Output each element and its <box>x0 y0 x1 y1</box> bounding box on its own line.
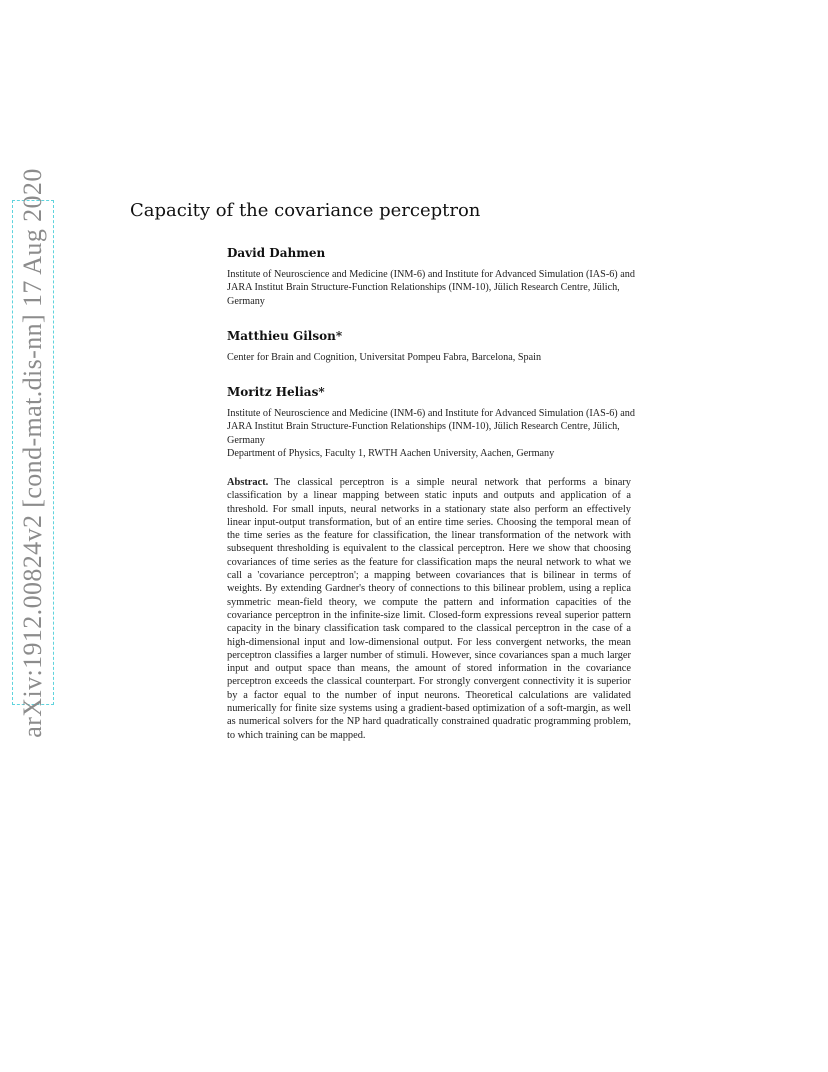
author-affiliation: Institute of Neuroscience and Medicine (INM-6) and Institute for Advanced Simulation (IAS-6) and JARA Institut Brain Structure-Function Relationships (INM-10), Jülich Research Centre, Jülich, Germany <box>227 269 635 307</box>
author-block-2 <box>227 329 647 364</box>
author-block-3 <box>227 385 647 461</box>
abstract-text: The classical perceptron is a simple neural network that performs a binary classification by a linear mapping between static inputs and outputs and application of a threshold. For small inputs, neural networks in a stationary state also perform an effectively linear input-output transformation, but of an entire time series. Choosing the temporal mean of the time series as the feature for classification, the linear transformation of the network with subsequent thresholding is equivalent to the classical perceptron. Here we show that choosing covariances of time series as the feature for classification maps the neural network to what we call a 'covariance perceptron'; a mapping between covariances that is bilinear in terms of weights. By extending Gardner's theory of connections to this bilinear problem, using a replica symmetric mean-field theory, we compute the pattern and information capacities of the covariance perceptron in the infinite-size limit. Closed-form expressions reveal superior pattern capacity in the binary classification task compared to the classical perceptron in the case of a high-dimensional input and low-dimensional output. For less convergent networks, the mean perceptron classifies a larger number of stimuli. However, since covariances span a much larger input and output space than means, the amount of stored information in the covariance perceptron exceeds the classical counterpart. For strongly convergent connectivity it is superior by a factor equal to the number of input neurons. Theoretical calculations are validated numerically for finite size systems using a gradient-based optimization of a soft-margin, as well as numerical solvers for the NP hard quadratically constrained quadratic programming problem, to which training can be mapped. <box>227 477 631 741</box>
arxiv-identifier: arXiv:1912.00824v2 [cond-mat.dis-nn] 17 Aug 2020 <box>18 167 47 738</box>
author-affiliation: Center for Brain and Cognition, Universitat Pompeu Fabra, Barcelona, Spain <box>227 352 542 363</box>
author-affiliation: Department of Physics, Faculty 1, RWTH Aachen University, Aachen, Germany <box>227 448 555 460</box>
author-name: David Dahmen <box>227 246 326 260</box>
author-name: Matthieu Gilson* <box>227 329 343 343</box>
abstract <box>227 476 631 742</box>
arxiv-identifier-stamp <box>12 167 54 738</box>
author-affiliation: Institute of Neuroscience and Medicine (INM-6) and Institute for Advanced Simulation (IAS-6) and JARA Institut Brain Structure-Function Relationships (INM-10), Jülich Research Centre, Jülich, Germany <box>227 408 635 446</box>
author-name: Moritz Helias* <box>227 385 325 399</box>
paper-title: Capacity of the covariance perceptron <box>130 200 481 221</box>
abstract-heading: Abstract. <box>227 477 269 488</box>
author-block-1 <box>227 246 647 308</box>
